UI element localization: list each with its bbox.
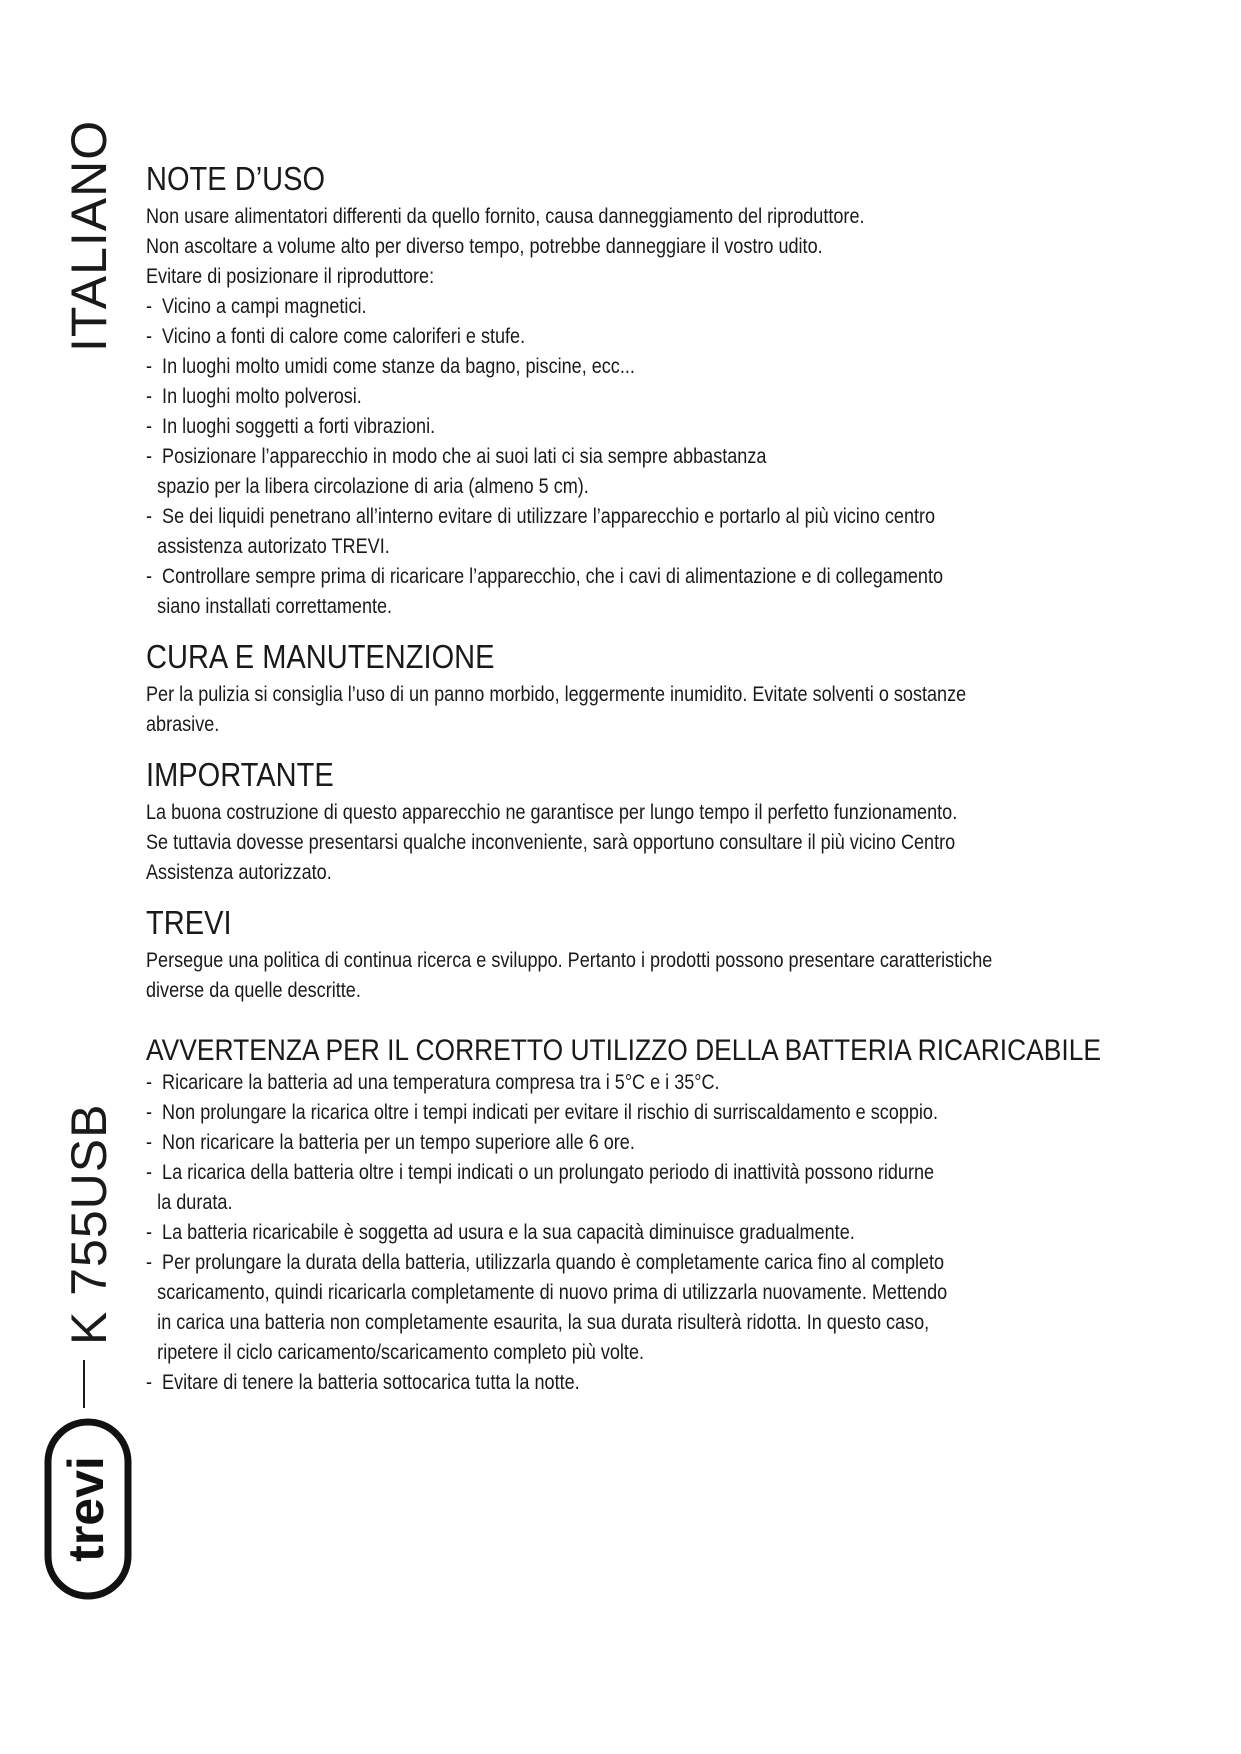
list-item: - La batteria ricaricabile è soggetta ad usura e la sua capacità diminuisce gradualmente. bbox=[146, 1218, 997, 1248]
paragraph: Evitare di posizionare il riproduttore: bbox=[146, 264, 435, 288]
language-label: ITALIANO bbox=[61, 119, 117, 352]
paragraph: Non usare alimentatori differenti da quello fornito, causa danneggiamento del riproduttore. bbox=[146, 204, 865, 228]
list-item-continuation: ripetere il ciclo caricamento/scaricamento completo più volte. bbox=[157, 1341, 645, 1365]
list-item-continuation: siano installati correttamente. bbox=[157, 594, 393, 618]
paragraph: Se tuttavia dovesse presentarsi qualche inconveniente, sarà opportuno consultare il più vicino Centro bbox=[146, 830, 956, 854]
list-item-continuation: spazio per la libera circolazione di aria (almeno 5 cm). bbox=[157, 474, 589, 498]
list-item: - Ricaricare la batteria ad una temperatura compresa tra i 5°C e i 35°C. bbox=[146, 1068, 997, 1098]
list-item: - Vicino a fonti di calore come caloriferi e stufe. bbox=[146, 322, 997, 352]
list-item: - In luoghi soggetti a forti vibrazioni. bbox=[146, 412, 997, 442]
section-note-uso bbox=[146, 160, 1136, 622]
section-title: CURA E MANUTENZIONE bbox=[146, 637, 495, 675]
model-label: K 755USB bbox=[61, 1103, 117, 1345]
list-item: - Se dei liquidi penetrano all’interno evitare di utilizzare l’apparecchio e portarlo al più vicino centro bbox=[146, 502, 997, 532]
paragraph: Non ascoltare a volume alto per diverso tempo, potrebbe danneggiare il vostro udito. bbox=[146, 234, 823, 258]
list-item-continuation: assistenza autorizato TREVI. bbox=[157, 534, 390, 558]
list-item: - Controllare sempre prima di ricaricare l’apparecchio, che i cavi di alimentazione e di collegamento bbox=[146, 562, 997, 592]
list-item: - Vicino a campi magnetici. bbox=[146, 292, 997, 322]
list-item-continuation: la durata. bbox=[157, 1191, 233, 1215]
list-item-continuation: in carica una batteria non completamente esaurita, la sua durata risulterà ridotta. In questo caso, bbox=[157, 1311, 930, 1335]
list-item: - La ricarica della batteria oltre i tempi indicati o un prolungato periodo di inattività possono ridurne bbox=[146, 1158, 997, 1188]
list-item: - Posizionare l’apparecchio in modo che ai suoi lati ci sia sempre abbastanza bbox=[146, 442, 997, 472]
paragraph: Per la pulizia si consiglia l’uso di un panno morbido, leggermente inumidito. Evitate solventi o sostanze bbox=[146, 682, 967, 706]
section-title: IMPORTANTE bbox=[146, 755, 334, 793]
section-importante bbox=[146, 756, 1136, 888]
list-item: - Evitare di tenere la batteria sottocarica tutta la notte. bbox=[146, 1368, 997, 1398]
list-item-continuation: scaricamento, quindi ricaricarla completamente di nuovo prima di utilizzarla nuovamente. Mettendo bbox=[157, 1281, 948, 1305]
list-item: - Per prolungare la durata della batteria, utilizzarla quando è completamente carica fino al completo bbox=[146, 1248, 997, 1278]
list-item: - Non prolungare la ricarica oltre i tempi indicati per evitare il rischio di surriscaldamento e scoppio. bbox=[146, 1098, 997, 1128]
section-title: NOTE D’USO bbox=[146, 160, 326, 197]
section-trevi bbox=[146, 904, 1136, 1006]
logo-wordmark: trevi bbox=[58, 1456, 114, 1562]
list-item: - In luoghi molto umidi come stanze da bagno, piscine, ecc... bbox=[146, 352, 997, 382]
paragraph: Persegue una politica di continua ricerca e sviluppo. Pertanto i prodotti possono presentare caratteristiche bbox=[146, 948, 993, 972]
side-divider bbox=[83, 1360, 85, 1408]
page-content bbox=[146, 160, 1136, 1398]
section-cura bbox=[146, 638, 1136, 740]
section-avvertenza bbox=[146, 1034, 1136, 1399]
paragraph: diverse da quelle descritte. bbox=[146, 978, 361, 1002]
paragraph: Assistenza autorizzato. bbox=[146, 860, 332, 884]
paragraph: La buona costruzione di questo apparecchio ne garantisce per lungo tempo il perfetto funzionamento. bbox=[146, 800, 958, 824]
list-item: - In luoghi molto polverosi. bbox=[146, 382, 997, 412]
section-title: AVVERTENZA PER IL CORRETTO UTILIZZO DELLA BATTERIA RICARICABILE bbox=[146, 1033, 1102, 1067]
list-item: - Non ricaricare la batteria per un tempo superiore alle 6 ore. bbox=[146, 1128, 997, 1158]
paragraph: abrasive. bbox=[146, 712, 220, 736]
trevi-logo bbox=[44, 1418, 132, 1600]
section-title: TREVI bbox=[146, 903, 232, 941]
